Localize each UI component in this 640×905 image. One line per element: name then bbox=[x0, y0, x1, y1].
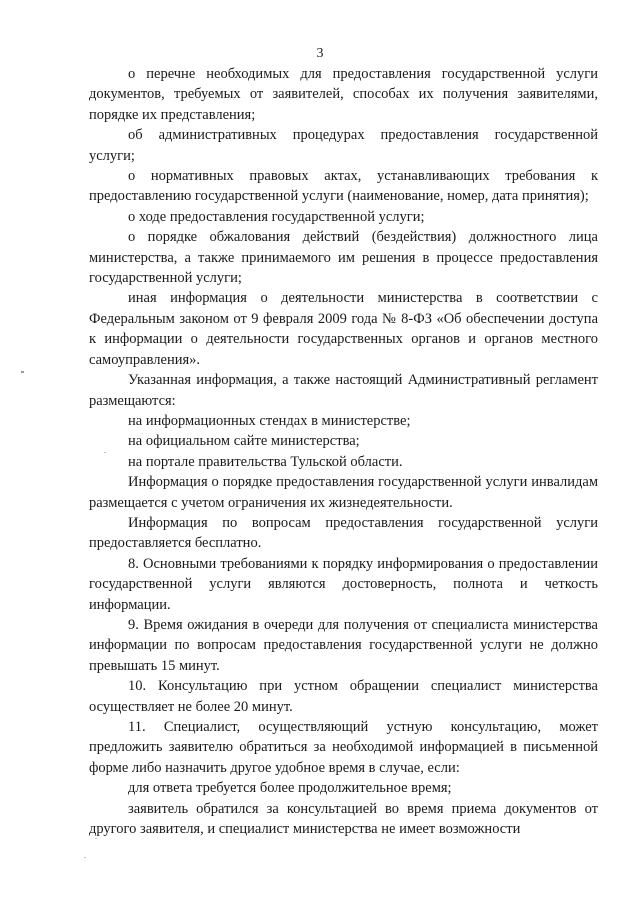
paragraph: Информация по вопросам предоставления государственной услуги предоставляется бесплатно. bbox=[89, 514, 598, 552]
paragraph: 9. Время ожидания в очереди для получения от специалиста министерства информации по вопросам предоставления государственной услуги не должно превышать 15 минут. bbox=[89, 616, 598, 674]
paragraph: иная информация о деятельности министерства в соответствии с Федеральным законом от 9 февраля 2009 года № 8-ФЗ «Об обеспечении доступа к информации о деятельности государственных органов и органов местного самоуправления». bbox=[89, 290, 598, 368]
paragraph: на портале правительства Тульской области. bbox=[128, 453, 403, 470]
scan-speck bbox=[84, 857, 86, 858]
paragraph: о ходе предоставления государственной услуги; bbox=[128, 208, 425, 225]
paragraph: для ответа требуется более продолжительное время; bbox=[128, 780, 452, 797]
paragraph: 10. Консультацию при устном обращении специалист министерства осуществляет не более 20 минут. bbox=[89, 678, 598, 715]
paragraph: 8. Основными требованиями к порядку информирования о предоставлении государственной услуги являются достоверность, полнота и четкость информации. bbox=[89, 555, 598, 613]
scan-speck bbox=[95, 838, 97, 839]
paragraph: о перечне необходимых для предоставления государственной услуги документов, требуемых от заявителей, способах их получения заявителями, порядке их представления; bbox=[89, 66, 598, 123]
paragraph: заявитель обратился за консультацией во время приема документов от другого заявителя, и специалист министерства не имеет возможности bbox=[89, 800, 598, 838]
paragraph: на официальном сайте министерства; bbox=[128, 433, 360, 450]
paragraph: Информация о порядке предоставления государственной услуги инвалидам размещается с учетом ограничения их жизнедеятельности. bbox=[89, 474, 598, 511]
paragraph: на информационных стендах в министерстве; bbox=[128, 412, 411, 429]
paragraph: о нормативных правовых актах, устанавливающих требования к предоставлению государственной услуги (наименование, номер, дата принятия); bbox=[89, 168, 598, 205]
paragraph: о порядке обжалования действий (бездействия) должностного лица министерства, а также принимаемого им решения в процессе предоставления государственной услуги; bbox=[89, 229, 598, 287]
document-body bbox=[89, 64, 598, 839]
scan-speck bbox=[21, 371, 24, 373]
paragraph: 11. Специалист, осуществляющий устную консультацию, может предложить заявителю обратиться за необходимой информацией в письменной форме либо назначить другое удобное время в случае, если: bbox=[89, 719, 598, 776]
page-number: 3 bbox=[316, 46, 324, 61]
scan-speck bbox=[104, 452, 106, 453]
paragraph: Указанная информация, а также настоящий Административный регламент размещаются: bbox=[89, 372, 598, 409]
paragraph: об административных процедурах предоставления государственной услуги; bbox=[89, 127, 598, 164]
